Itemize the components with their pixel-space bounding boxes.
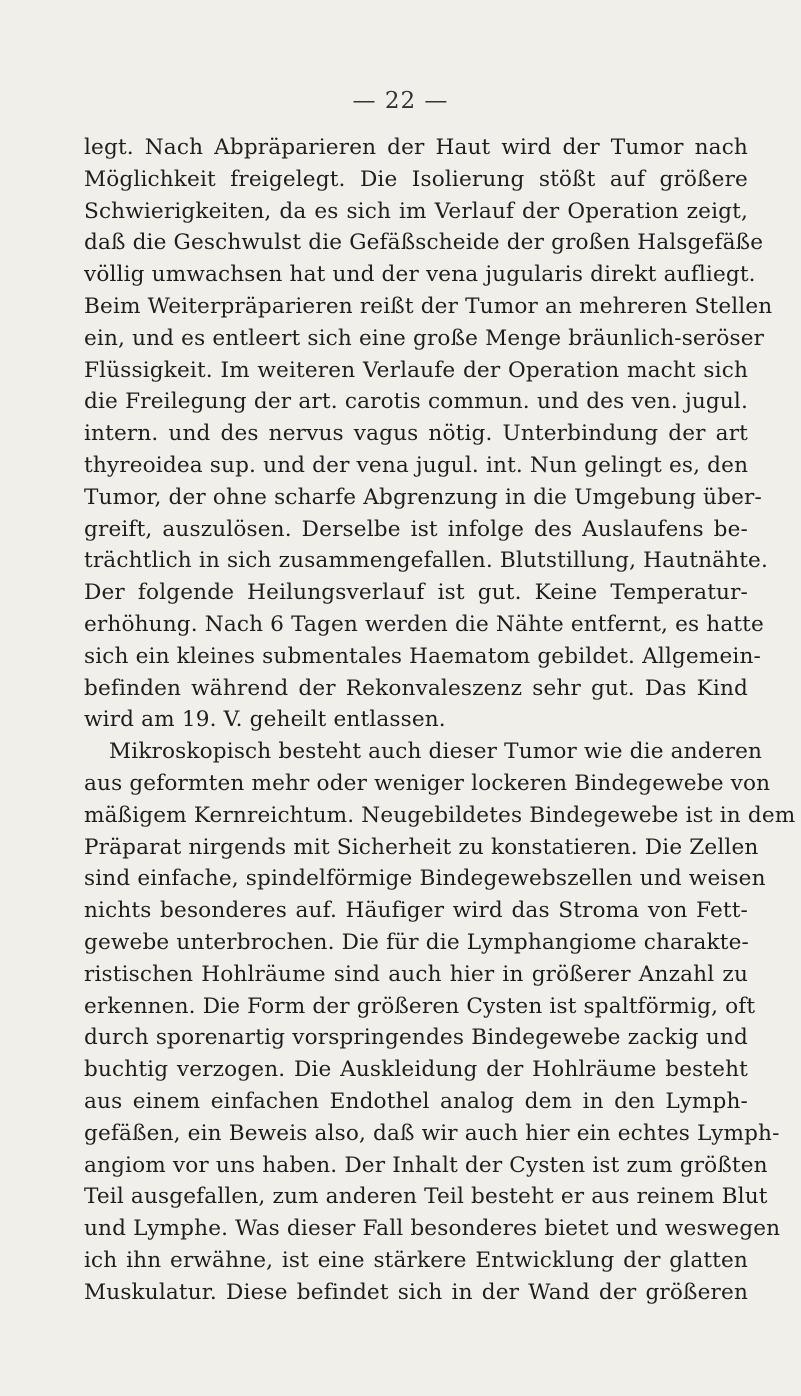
text-line: Tumor, der ohne scharfe Abgrenzung in die Umgebung über- (84, 484, 762, 510)
text-line: nichts besonderes auf. Häufiger wird das Stroma von Fett- (84, 898, 748, 924)
text-line: legt. Nach Abpräparieren der Haut wird der Tumor nach (84, 135, 748, 160)
text-line: greift, auszulösen. Derselbe ist infolge des Auslaufens be- (84, 516, 748, 542)
text-line: Muskulatur. Diese befindet sich in der Wand der größeren (84, 1279, 748, 1305)
text-line: ich ihn erwähne, ist eine stärkere Entwicklung der glatten (84, 1247, 748, 1273)
text-line: erkennen. Die Form der größeren Cysten ist spaltförmig, oft (84, 993, 756, 1019)
text-line: aus geformten mehr oder weniger lockeren Bindegewebe von (84, 770, 771, 796)
text-line: gefäßen, ein Beweis also, daß wir auch hier ein echtes Lymph- (84, 1120, 780, 1146)
text-line: mäßigem Kernreichtum. Neugebildetes Bindegewebe ist in dem (84, 802, 796, 828)
text-line: Schwierigkeiten, da es sich im Verlauf der Operation zeigt, (84, 198, 748, 224)
text-line: Teil ausgefallen, zum anderen Teil besteht er aus reinem Blut (84, 1184, 768, 1210)
text-line: intern. und des nervus vagus nötig. Unterbindung der art (84, 421, 748, 447)
text-line: aus einem einfachen Endothel analog dem in den Lymph- (84, 1088, 748, 1114)
text-line: buchtig verzogen. Die Auskleidung der Hohlräume besteht (84, 1057, 748, 1083)
paragraph-2 (84, 736, 796, 1308)
text-line: wird am 19. V. geheilt entlassen. (84, 707, 446, 733)
text-line: Möglichkeit freigelegt. Die Isolierung stößt auf größere (84, 166, 748, 192)
text-line: angiom vor uns haben. Der Inhalt der Cysten ist zum größten (84, 1152, 768, 1178)
text-line: ristischen Hohlräume sind auch hier in größerer Anzahl zu (84, 961, 748, 987)
body-text (84, 132, 796, 1308)
text-line: erhöhung. Nach 6 Tagen werden die Nähte entfernt, es hatte (84, 611, 764, 637)
text-line: Präparat nirgends mit Sicherheit zu konstatieren. Die Zellen (84, 834, 759, 860)
page-number: — 22 — (352, 88, 449, 114)
paragraph-1 (84, 132, 773, 736)
text-line: trächtlich in sich zusammengefallen. Blutstillung, Hautnähte. (84, 548, 768, 574)
text-line: Mikroskopisch besteht auch dieser Tumor wie die anderen (109, 739, 763, 765)
text-line: sind einfache, spindelförmige Bindegewebszellen und weisen (84, 866, 766, 892)
text-line: die Freilegung der art. carotis commun. und des ven. jugul. (84, 389, 748, 415)
text-line: gewebe unterbrochen. Die für die Lymphangiome charakte- (84, 929, 749, 955)
text-line: durch sporenartig vorspringendes Bindegewebe zackig und (84, 1025, 748, 1051)
text-line: und Lymphe. Was dieser Fall besonderes bietet und weswegen (84, 1216, 781, 1242)
text-line: daß die Geschwulst die Gefäßscheide der großen Halsgefäße (84, 230, 764, 256)
text-line: befinden während der Rekonvaleszenz sehr gut. Das Kind (84, 675, 748, 701)
text-line: Flüssigkeit. Im weiteren Verlaufe der Operation macht sich (84, 357, 748, 383)
text-line: thyreoidea sup. und der vena jugul. int. Nun gelingt es, den (84, 452, 749, 478)
text-line: sich ein kleines submentales Haematom gebildet. Allgemein- (84, 643, 761, 669)
text-line: ein, und es entleert sich eine große Menge bräunlich-seröser (84, 325, 765, 351)
text-line: völlig umwachsen hat und der vena jugularis direkt aufliegt. (84, 262, 756, 288)
text-line: Der folgende Heilungsverlauf ist gut. Keine Temperatur- (84, 580, 748, 606)
text-line: Beim Weiterpräparieren reißt der Tumor an mehreren Stellen (84, 293, 773, 319)
